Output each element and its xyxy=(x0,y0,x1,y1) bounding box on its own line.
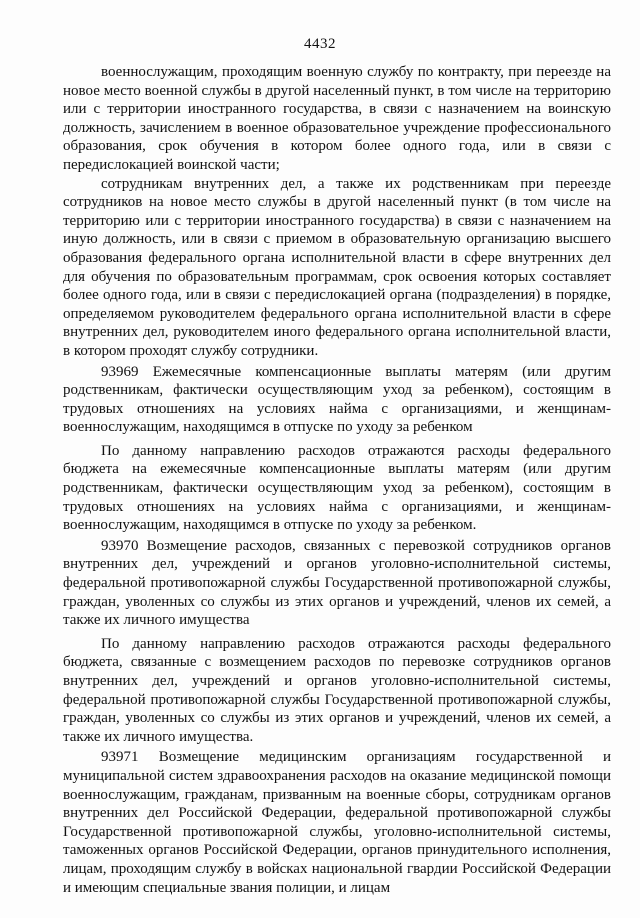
paragraph-93970-title: 93970 Возмещение расходов, связанных с перевозкой сотрудников органов внутренних дел, учреждений и органов уголовно-исполнительной системы, федеральной противопожарной службы Государственной противопожарной службы, граждан, уволенных со службы из этих органов и учреждений, членов их семей, а также их личного имущества xyxy=(63,537,611,629)
paragraph-93971-title: 93971 Возмещение медицинским организациям государственной и муниципальной систем здравоохранения расходов на оказание медицинской помощи военнослужащим, гражданам, призванным на военные сборы, сотрудникам органов внутренних дел Российской Федерации, федеральной противопожарной службы Государственной противопожарной службы, уголовно-исполнительной системы, таможенных органов Российской Федерации, органов принудительного исполнения, лицам, проходящим службу в войсках национальной гвардии Российской Федерации и имеющим специальные звания полиции, и лицам xyxy=(63,749,611,896)
paragraph-93969-title: 93969 Ежемесячные компенсационные выплаты матерям (или другим родственникам, фактически осуществляющим уход за ребенком), состоящим в трудовых отношениях на условиях найма с организациями, и женщинам-военнослужащим, находящимся в отпуске по уходу за ребенком xyxy=(63,363,611,436)
paragraph-military-relocation: военнослужащим, проходящим военную службу по контракту, при переезде на новое место военной службы в другой населенный пункт, в том числе на территорию или с территории иностранного государства, в связи с назначением на воинскую должность, зачислением в военное образовательное учреждение профессионального образования, срок обучения в котором более одного года, или в связи с передислокацией воинской части; xyxy=(63,64,611,173)
paragraph-93969-description: По данному направлению расходов отражаются расходы федерального бюджета на ежемесячные компенсационные выплаты матерям (или другим родственникам, фактически осуществляющим уход за ребенком), состоящим в трудовых отношениях на условиях найма с организациями, и женщинам-военнослужащим, находящимся в отпуске по уходу за ребенком. xyxy=(63,442,611,534)
document-body xyxy=(63,63,611,897)
page-number: 4432 xyxy=(304,36,336,52)
paragraph-internal-affairs-relocation: сотрудникам внутренних дел, а также их родственникам при переезде сотрудников на новое место службы в другой населенный пункт (в том числе на территорию или с территории иностранного государства) в связи с назначением на иную должность, или в связи с приемом в образовательную организацию высшего образования федерального органа исполнительной власти в сфере внутренних дел для обучения по образовательным программам, срок освоения которых составляет более одного года, или в связи с передислокацией органа (подразделения) в порядке, определяемом руководителем федерального органа исполнительной власти в сфере внутренних дел, руководителем иного федерального органа исполнительной власти, в котором проходят службу сотрудники. xyxy=(63,175,611,359)
paragraph-93970-description: По данному направлению расходов отражаются расходы федерального бюджета, связанные с возмещением расходов по перевозке сотрудников органов внутренних дел, учреждений и органов уголовно-исполнительной системы, федеральной противопожарной службы Государственной противопожарной службы, граждан, уволенных со службы из этих органов и учреждений, членов их семей, а также их личного имущества. xyxy=(63,635,611,745)
